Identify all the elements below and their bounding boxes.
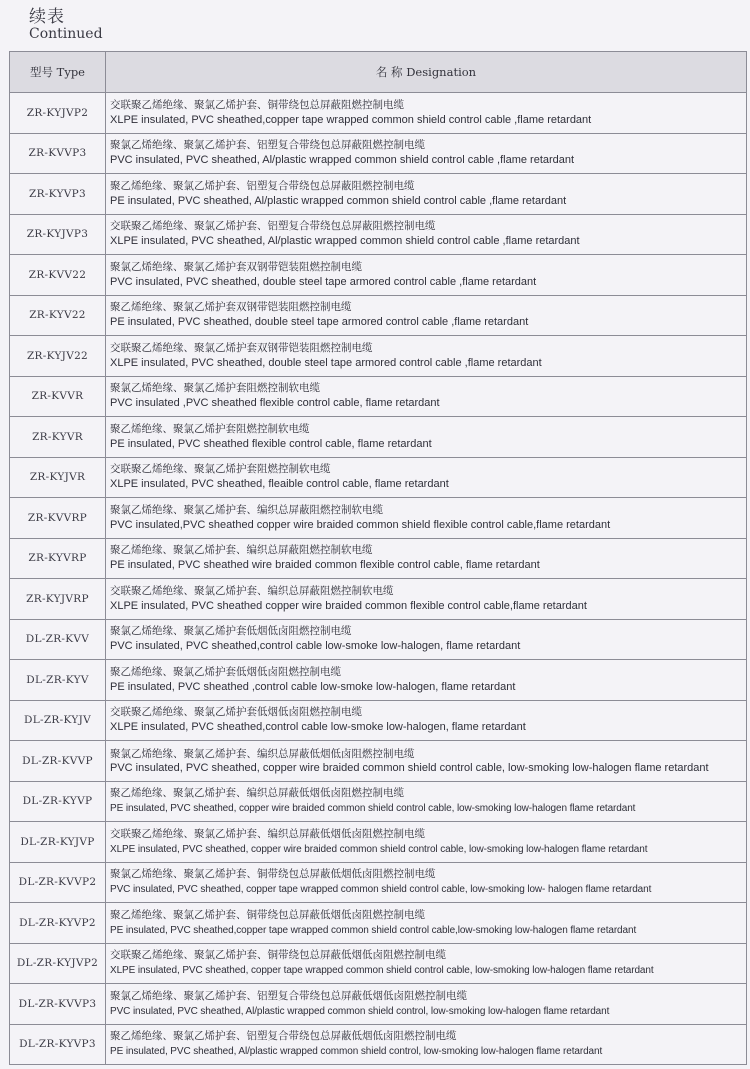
table-row <box>10 133 747 174</box>
table-row <box>10 741 747 782</box>
designation-en: XLPE insulated, PVC sheathed, copper tape wrapped common shield control cable, low-smoking low-halogen flame retardant <box>110 965 654 977</box>
designation-en: XLPE insulated, PVC sheathed, double steel tape armored control cable ,flame retardant <box>110 356 542 369</box>
designation-en: PVC insulated, PVC sheathed, copper wire braided common shield control cable, low-smoking low-halogen flame retardant <box>110 762 709 775</box>
designation-en: XLPE insulated, PVC sheathed, copper wire braided common shield control cable, low-smoking low-halogen flame retardant <box>110 843 648 855</box>
designation-en: PE insulated, PVC sheathed, Al/plastic wrapped common shield control, low-smoking low-halogen flame retardant <box>110 1046 603 1058</box>
table-header-row <box>10 52 747 93</box>
designation-cn: 聚氯乙烯绝缘、聚氯乙烯护套阻燃控制软电缆 <box>110 382 320 395</box>
designation-cn: 聚乙烯绝缘、聚氯乙烯护套阻燃控制软电缆 <box>110 422 310 435</box>
cable-type-code: DL-ZR-KVVP <box>10 741 106 782</box>
designation-cn: 聚氯乙烯绝缘、聚氯乙烯护套、铝塑复合带绕包总屏蔽低烟低卤阻燃控制电缆 <box>110 989 467 1002</box>
designation-cn: 聚氯乙烯绝缘、聚氯乙烯护套低烟低卤阻燃控制电缆 <box>110 625 352 638</box>
table-row <box>10 660 747 701</box>
cable-designation <box>106 862 747 903</box>
table-body <box>10 93 747 1065</box>
cable-designation <box>106 1024 747 1065</box>
designation-cn: 聚乙烯绝缘、聚氯乙烯护套、编织总屏蔽阻燃控制软电缆 <box>110 544 373 557</box>
cable-designation <box>106 255 747 296</box>
designation-en: PE insulated, PVC sheathed, copper wire braided common shield control cable, low-smoking low-halogen flame retardant <box>110 803 636 815</box>
continued-heading-en: Continued <box>29 26 103 42</box>
designation-en: XLPE insulated, PVC sheathed,control cable low-smoke low-halogen, flame retardant <box>110 721 526 734</box>
designation-en: PVC insulated, PVC sheathed, copper tape wrapped common shield control cable, low-smoking low- halogen flame retardant <box>110 884 652 896</box>
cable-designation <box>106 538 747 579</box>
cable-designation <box>106 943 747 984</box>
cable-designation <box>106 822 747 863</box>
designation-cn: 聚乙烯绝缘、聚氯乙烯护套、编织总屏蔽低烟低卤阻燃控制电缆 <box>110 787 404 800</box>
cable-designation <box>106 93 747 134</box>
cable-designation <box>106 417 747 458</box>
cable-type-code: DL-ZR-KVVP2 <box>10 862 106 903</box>
cable-type-code: DL-ZR-KVV <box>10 619 106 660</box>
cable-designation <box>106 133 747 174</box>
designation-en: XLPE insulated, PVC sheathed copper wire braided common flexible control cable,flame retardant <box>110 599 587 612</box>
cable-type-code: DL-ZR-KYJVP <box>10 822 106 863</box>
cable-designation <box>106 903 747 944</box>
designation-en: PVC insulated, PVC sheathed,control cable low-smoke low-halogen, flame retardant <box>110 640 521 653</box>
cable-designation <box>106 741 747 782</box>
cable-type-code: DL-ZR-KYVP <box>10 781 106 822</box>
designation-column-header: 名 称 Designation <box>106 52 747 93</box>
designation-cn: 交联聚乙烯绝缘、聚氯乙烯护套、铜带绕包总屏蔽阻燃控制电缆 <box>110 98 404 111</box>
cable-type-code: ZR-KYJVP2 <box>10 93 106 134</box>
cable-designation <box>106 700 747 741</box>
designation-en: XLPE insulated, PVC sheathed, fleaible control cable, flame retardant <box>110 478 449 491</box>
designation-cn: 交联聚乙烯绝缘、聚氯乙烯护套、编织总屏蔽低烟低卤阻燃控制电缆 <box>110 827 425 840</box>
designation-cn: 交联聚乙烯绝缘、聚氯乙烯护套、铝塑复合带绕包总屏蔽阻燃控制电缆 <box>110 220 436 233</box>
designation-cn: 聚氯乙烯绝缘、聚氯乙烯护套双钢带铠装阻燃控制电缆 <box>110 260 362 273</box>
cable-type-code: DL-ZR-KYJVP2 <box>10 943 106 984</box>
cable-type-code: DL-ZR-KVVP3 <box>10 984 106 1025</box>
table-row <box>10 700 747 741</box>
table-row <box>10 376 747 417</box>
cable-type-code: ZR-KYJVR <box>10 457 106 498</box>
cable-type-code: ZR-KYJV22 <box>10 336 106 377</box>
table-row <box>10 538 747 579</box>
cable-spec-table <box>9 51 747 1065</box>
table-row <box>10 93 747 134</box>
designation-en: PVC insulated,PVC sheathed copper wire braided common shield flexible control cable,flame retardant <box>110 518 611 531</box>
cable-designation <box>106 579 747 620</box>
table-row <box>10 943 747 984</box>
cable-type-code: ZR-KYVR <box>10 417 106 458</box>
cable-type-code: ZR-KVV22 <box>10 255 106 296</box>
cable-designation <box>106 619 747 660</box>
designation-en: PE insulated, PVC sheathed ,control cable low-smoke low-halogen, flame retardant <box>110 680 516 693</box>
cable-designation <box>106 174 747 215</box>
designation-en: XLPE insulated, PVC sheathed, Al/plastic wrapped common shield control cable ,flame retardant <box>110 235 580 248</box>
table-row <box>10 781 747 822</box>
table-row <box>10 417 747 458</box>
designation-cn: 聚氯乙烯绝缘、聚氯乙烯护套、铜带绕包总屏蔽低烟低卤阻燃控制电缆 <box>110 868 436 881</box>
table-row <box>10 579 747 620</box>
designation-cn: 聚乙烯绝缘、聚氯乙烯护套双钢带铠装阻燃控制电缆 <box>110 301 352 314</box>
table-row <box>10 1024 747 1065</box>
table-row <box>10 174 747 215</box>
cable-designation <box>106 498 747 539</box>
cable-type-code: DL-ZR-KYV <box>10 660 106 701</box>
designation-en: PE insulated, PVC sheathed flexible control cable, flame retardant <box>110 437 432 450</box>
designation-en: PVC insulated, PVC sheathed, Al/plastic wrapped common shield control cable ,flame retardant <box>110 154 575 167</box>
type-column-header: 型号 Type <box>10 52 106 93</box>
cable-designation <box>106 295 747 336</box>
table-row <box>10 457 747 498</box>
designation-cn: 交联聚乙烯绝缘、聚氯乙烯护套双钢带铠装阻燃控制电缆 <box>110 341 373 354</box>
designation-en: PE insulated, PVC sheathed wire braided common flexible control cable, flame retardant <box>110 559 540 572</box>
designation-cn: 聚乙烯绝缘、聚氯乙烯护套、铜带绕包总屏蔽低烟低卤阻燃控制电缆 <box>110 908 425 921</box>
designation-cn: 交联聚乙烯绝缘、聚氯乙烯护套、铜带绕包总屏蔽低烟低卤阻燃控制电缆 <box>110 949 446 962</box>
designation-cn: 聚乙烯绝缘、聚氯乙烯护套、铝塑复合带绕包总屏蔽低烟低卤阻燃控制电缆 <box>110 1030 457 1043</box>
designation-en: PE insulated, PVC sheathed, Al/plastic wrapped common shield control cable ,flame retardant <box>110 194 567 207</box>
cable-type-code: ZR-KVVRP <box>10 498 106 539</box>
table-row <box>10 255 747 296</box>
designation-en: PE insulated, PVC sheathed,copper tape wrapped common shield control cable,low-smoking low-halogen flame retardant <box>110 924 637 936</box>
cable-designation <box>106 984 747 1025</box>
table-row <box>10 619 747 660</box>
designation-cn: 交联聚乙烯绝缘、聚氯乙烯护套、编织总屏蔽阻燃控制软电缆 <box>110 584 394 597</box>
cable-designation <box>106 214 747 255</box>
table-row <box>10 862 747 903</box>
designation-en: PVC insulated ,PVC sheathed flexible control cable, flame retardant <box>110 397 440 410</box>
designation-en: XLPE insulated, PVC sheathed,copper tape wrapped common shield control cable ,flame retardant <box>110 113 592 126</box>
cable-type-code: DL-ZR-KYVP2 <box>10 903 106 944</box>
designation-en: PE insulated, PVC sheathed, double steel tape armored control cable ,flame retardant <box>110 316 529 329</box>
table-row <box>10 214 747 255</box>
cable-type-code: DL-ZR-KYVP3 <box>10 1024 106 1065</box>
designation-en: PVC insulated, PVC sheathed, double steel tape armored control cable ,flame retardant <box>110 275 537 288</box>
cable-designation <box>106 376 747 417</box>
cable-designation <box>106 336 747 377</box>
cable-type-code: DL-ZR-KYJV <box>10 700 106 741</box>
designation-cn: 交联聚乙烯绝缘、聚氯乙烯护套阻燃控制软电缆 <box>110 463 331 476</box>
cable-type-code: ZR-KYJVRP <box>10 579 106 620</box>
cable-type-code: ZR-KVVP3 <box>10 133 106 174</box>
designation-cn: 交联聚乙烯绝缘、聚氯乙烯护套低烟低卤阻燃控制电缆 <box>110 706 362 719</box>
designation-en: PVC insulated, PVC sheathed, Al/plastic wrapped common shield control, low-smoking low-halogen flame retardant <box>110 1005 610 1017</box>
table-row <box>10 336 747 377</box>
table-row <box>10 498 747 539</box>
table-row <box>10 903 747 944</box>
designation-cn: 聚乙烯绝缘、聚氯乙烯护套低烟低卤阻燃控制电缆 <box>110 665 341 678</box>
cable-designation <box>106 660 747 701</box>
cable-type-code: ZR-KYV22 <box>10 295 106 336</box>
cable-designation <box>106 457 747 498</box>
cable-type-code: ZR-KVVR <box>10 376 106 417</box>
cable-type-code: ZR-KYVP3 <box>10 174 106 215</box>
designation-cn: 聚乙烯绝缘、聚氯乙烯护套、铝塑复合带绕包总屏蔽阻燃控制电缆 <box>110 179 415 192</box>
designation-cn: 聚氯乙烯绝缘、聚氯乙烯护套、编织总屏蔽低烟低卤阻燃控制电缆 <box>110 748 415 761</box>
designation-cn: 聚氯乙烯绝缘、聚氯乙烯护套、铝塑复合带绕包总屏蔽阻燃控制电缆 <box>110 139 425 152</box>
table-row <box>10 295 747 336</box>
cable-type-code: ZR-KYVRP <box>10 538 106 579</box>
table-row <box>10 822 747 863</box>
table-row <box>10 984 747 1025</box>
cable-designation <box>106 781 747 822</box>
continued-heading-cn: 续表 <box>29 7 65 27</box>
designation-cn: 聚氯乙烯绝缘、聚氯乙烯护套、编织总屏蔽阻燃控制软电缆 <box>110 503 383 516</box>
cable-type-code: ZR-KYJVP3 <box>10 214 106 255</box>
